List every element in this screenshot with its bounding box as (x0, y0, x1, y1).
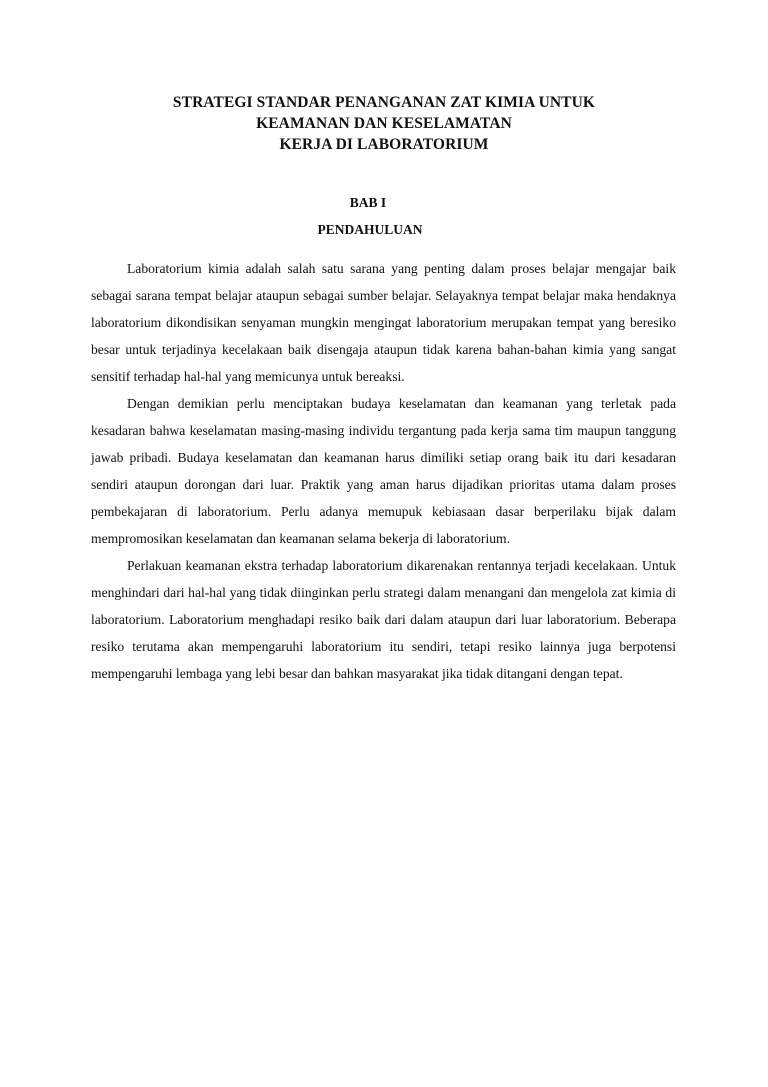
chapter-title: PENDAHULUAN (317, 222, 423, 237)
body-text (91, 255, 676, 687)
document-title (0, 92, 768, 155)
paragraph-1: Laboratorium kimia adalah salah satu sarana yang penting dalam proses belajar mengajar baik sebagai sarana tempat belajar ataupun sebagai sumber belajar. Selayaknya tempat belajar maka hendaknya laboratorium dikondisikan senyaman mungkin mengingat laboratorium merupakan tempat yang beresiko besar untuk terjadinya kecelakaan baik disengaja ataupun tidak karena bahan-bahan kimia yang sangat sensitif terhadap hal-hal yang memicunya untuk bereaksi. (91, 261, 676, 384)
chapter-number: BAB I (349, 195, 387, 210)
paragraph-3: Perlakuan keamanan ekstra terhadap laboratorium dikarenakan rentannya terjadi kecelakaan. Untuk menghindari dari hal-hal yang tidak diinginkan perlu strategi dalam menangani dan mengelola zat kimia di laboratorium. Laboratorium menghadapi resiko baik dari dalam ataupun dari luar laboratorium. Beberapa resiko terutama akan mempengaruhi laboratorium itu sendiri, tetapi resiko lainnya juga berpotensi mempengaruhi lembaga yang lebi besar dan bahkan masyarakat jika tidak ditangani dengan tepat. (91, 558, 676, 681)
title-line-2: KEAMANAN DAN KESELAMATAN (256, 115, 512, 132)
title-line-3: KERJA DI LABORATORIUM (279, 136, 489, 153)
paragraph-2: Dengan demikian perlu menciptakan budaya keselamatan dan keamanan yang terletak pada kesadaran bahwa keselamatan masing-masing individu tergantung pada kerja sama tim maupun tanggung jawab pribadi. Budaya keselamatan dan keamanan harus dimiliki setiap orang baik itu dari kesadaran sendiri ataupun dorongan dari luar. Praktik yang aman harus dijadikan prioritas utama dalam proses pembekajaran di laboratorium. Perlu adanya memupuk kebiasaan dasar berperilaku bijak dalam mempromosikan keselamatan dan keamanan selama bekerja di laboratorium. (91, 396, 676, 546)
title-line-1: STRATEGI STANDAR PENANGANAN ZAT KIMIA UNTUK (172, 94, 596, 111)
